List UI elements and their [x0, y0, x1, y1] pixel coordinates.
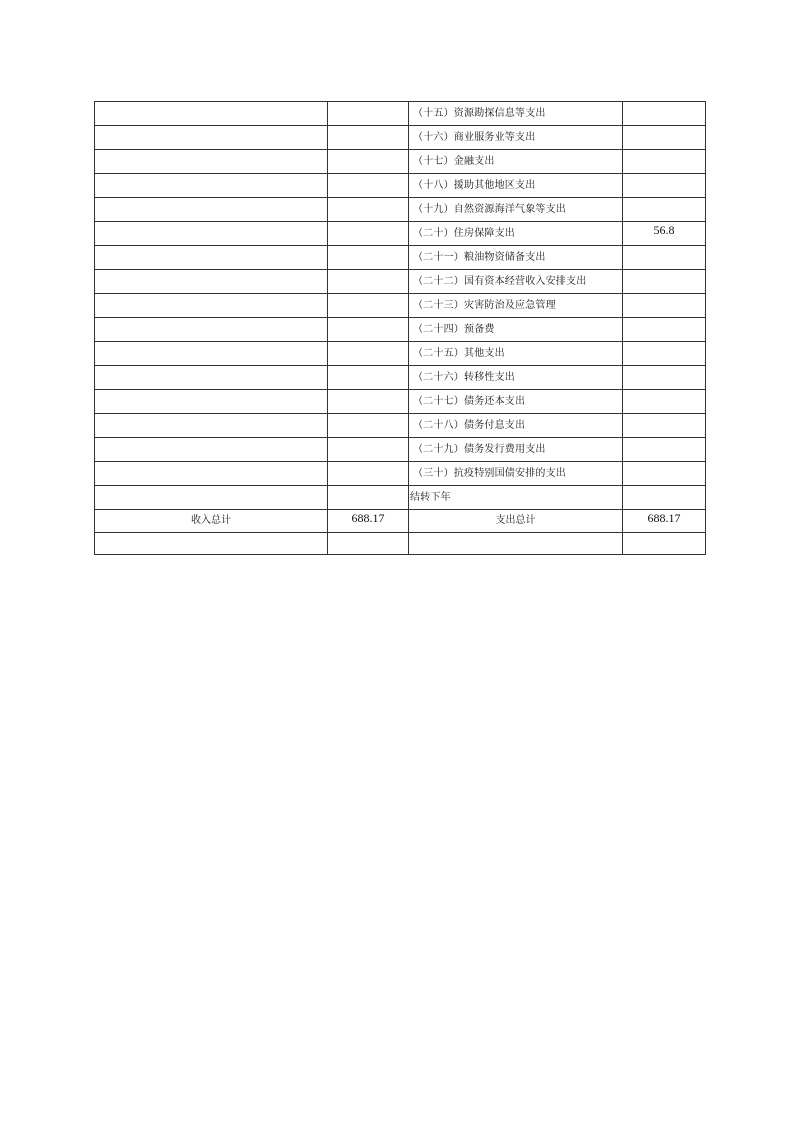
income-item-cell	[95, 270, 328, 294]
income-value-cell	[328, 246, 409, 270]
expense-item-value	[623, 438, 706, 462]
expense-item-value	[623, 150, 706, 174]
table-row	[95, 414, 706, 438]
income-value-cell	[328, 294, 409, 318]
income-item-cell	[95, 486, 328, 510]
expense-item-value	[623, 174, 706, 198]
income-item-cell	[95, 102, 328, 126]
income-item-cell	[95, 318, 328, 342]
income-value-cell	[328, 222, 409, 246]
expense-item-value	[623, 126, 706, 150]
table-row	[95, 294, 706, 318]
carry-forward-value	[623, 486, 706, 510]
income-value-cell	[328, 270, 409, 294]
income-total-label: 收入总计	[95, 510, 328, 533]
expense-item-label: （三十）抗疫特别国债安排的支出	[409, 462, 623, 486]
expense-item-label: （二十六）转移性支出	[409, 366, 623, 390]
blank-cell	[95, 533, 328, 555]
expense-item-value	[623, 462, 706, 486]
expense-item-value	[623, 318, 706, 342]
income-value-cell	[328, 126, 409, 150]
income-total-value: 688.17	[328, 510, 409, 533]
expense-item-label: （十九）自然资源海洋气象等支出	[409, 198, 623, 222]
expense-item-label: （二十二）国有资本经营收入安排支出	[409, 270, 623, 294]
blank-cell	[623, 533, 706, 555]
income-value-cell	[328, 198, 409, 222]
income-item-cell	[95, 414, 328, 438]
expense-item-value	[623, 294, 706, 318]
expense-item-value	[623, 102, 706, 126]
blank-cell	[409, 533, 623, 555]
table-row	[95, 318, 706, 342]
income-value-cell	[328, 438, 409, 462]
income-item-cell	[95, 174, 328, 198]
table-row	[95, 198, 706, 222]
table-row	[95, 342, 706, 366]
income-item-cell	[95, 294, 328, 318]
income-value-cell	[328, 390, 409, 414]
expense-item-value	[623, 246, 706, 270]
table-row	[95, 222, 706, 246]
expense-item-value	[623, 342, 706, 366]
income-item-cell	[95, 342, 328, 366]
income-value-cell	[328, 102, 409, 126]
income-value-cell	[328, 486, 409, 510]
expense-item-value	[623, 414, 706, 438]
expense-item-label: （二十九）债务发行费用支出	[409, 438, 623, 462]
income-value-cell	[328, 318, 409, 342]
income-item-cell	[95, 438, 328, 462]
income-item-cell	[95, 366, 328, 390]
expense-item-label: （十六）商业服务业等支出	[409, 126, 623, 150]
expense-item-value	[623, 390, 706, 414]
expense-item-value	[623, 198, 706, 222]
table-row	[95, 174, 706, 198]
income-item-cell	[95, 222, 328, 246]
table-row	[95, 102, 706, 126]
table-row-carry-forward	[95, 486, 706, 510]
income-value-cell	[328, 414, 409, 438]
expense-item-label: （二十）住房保障支出	[409, 222, 623, 246]
table-row	[95, 126, 706, 150]
income-item-cell	[95, 246, 328, 270]
income-item-cell	[95, 198, 328, 222]
expense-item-value	[623, 270, 706, 294]
expense-item-label: （二十三）灾害防治及应急管理	[409, 294, 623, 318]
blank-cell	[328, 533, 409, 555]
expense-item-value	[623, 366, 706, 390]
budget-table	[94, 101, 706, 555]
income-value-cell	[328, 150, 409, 174]
income-value-cell	[328, 174, 409, 198]
table-row	[95, 366, 706, 390]
expense-item-label: （十八）援助其他地区支出	[409, 174, 623, 198]
income-item-cell	[95, 390, 328, 414]
expense-total-value: 688.17	[623, 510, 706, 533]
expense-item-label: （十五）资源勘探信息等支出	[409, 102, 623, 126]
totals-row	[95, 510, 706, 533]
expense-item-label: （二十七）债务还本支出	[409, 390, 623, 414]
table-row	[95, 462, 706, 486]
income-value-cell	[328, 366, 409, 390]
expense-item-label: （二十五）其他支出	[409, 342, 623, 366]
expense-item-label: （二十一）粮油物资储备支出	[409, 246, 623, 270]
income-item-cell	[95, 462, 328, 486]
income-value-cell	[328, 342, 409, 366]
income-item-cell	[95, 150, 328, 174]
table-row	[95, 246, 706, 270]
carry-forward-label: 结转下年	[409, 486, 623, 510]
expense-item-label: （十七）金融支出	[409, 150, 623, 174]
table-row	[95, 150, 706, 174]
table-row	[95, 438, 706, 462]
income-value-cell	[328, 462, 409, 486]
table-row	[95, 390, 706, 414]
table-row	[95, 270, 706, 294]
expense-item-label: （二十八）债务付息支出	[409, 414, 623, 438]
income-item-cell	[95, 126, 328, 150]
table-row-blank	[95, 533, 706, 555]
expense-total-label: 支出总计	[409, 510, 623, 533]
expense-item-label: （二十四）预备费	[409, 318, 623, 342]
expense-item-value: 56.8	[623, 222, 706, 246]
